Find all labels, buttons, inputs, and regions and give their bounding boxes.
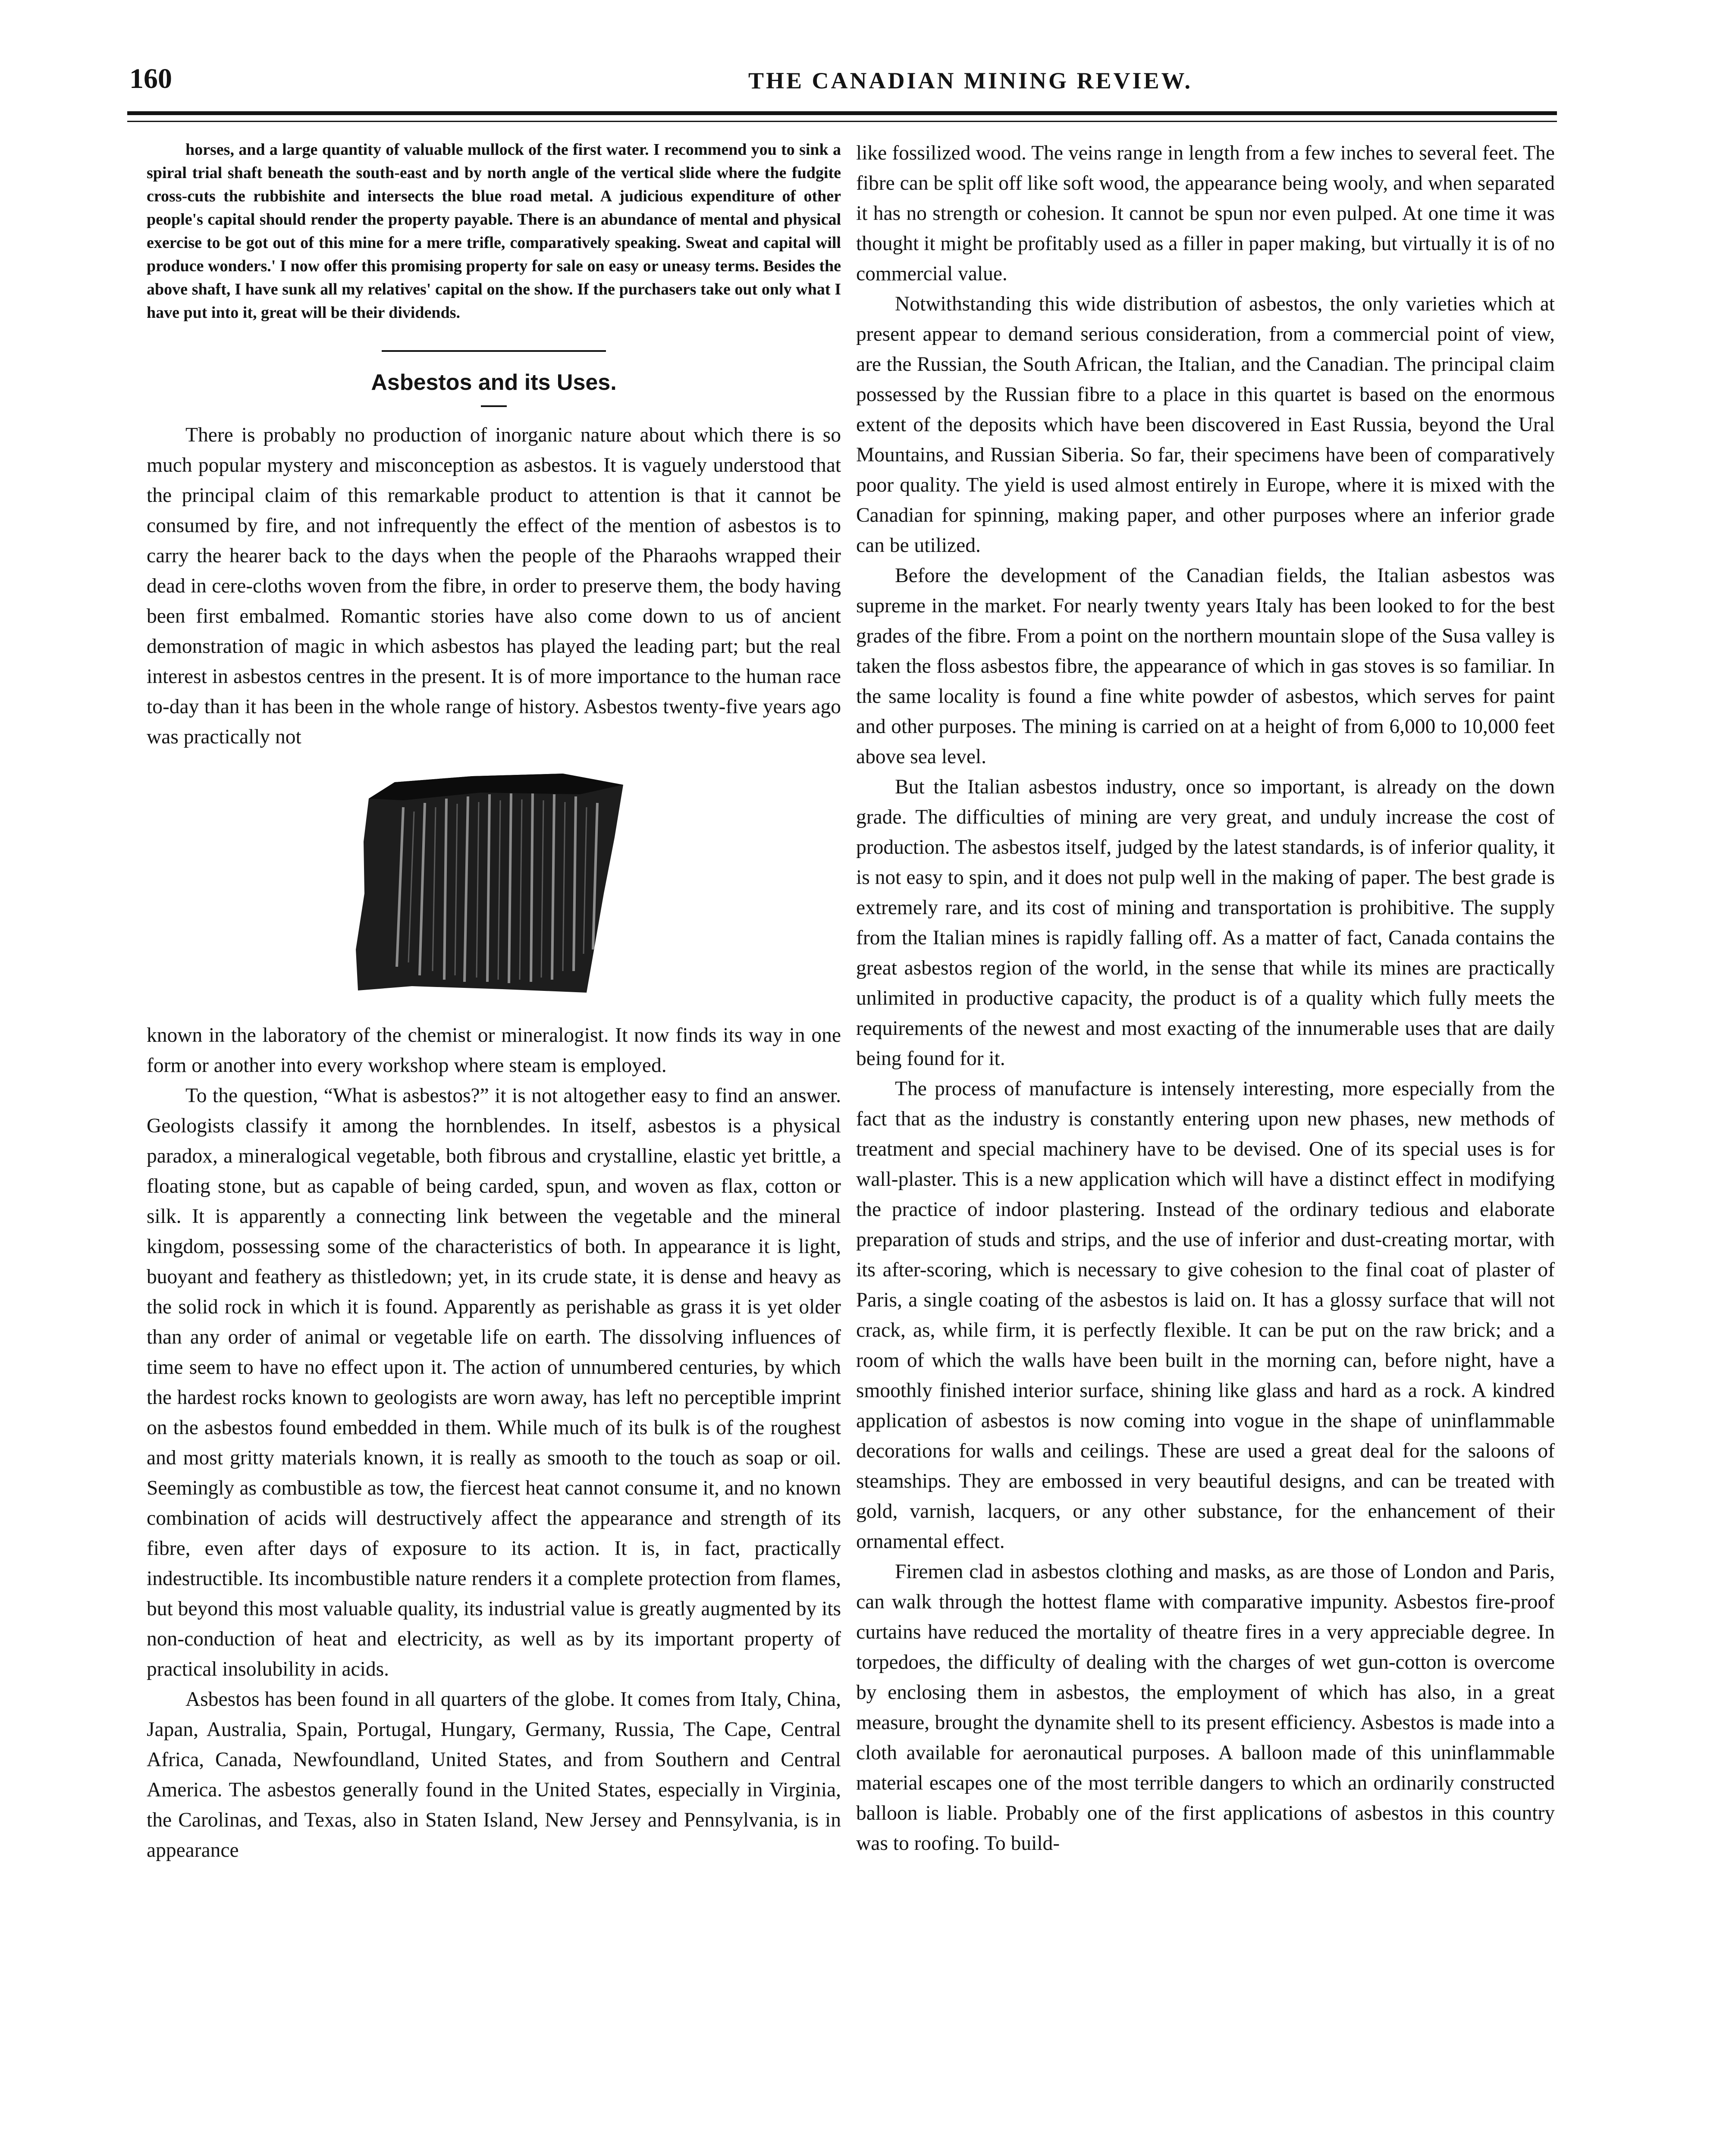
paragraph: The process of manufacture is intensely interesting, more especially from the fact that as the industry is constantly entering upon new phases, new methods of treatment and special machinery have to be devised. One of its special uses is for wall-plaster. This is a new application which will have a distinct effect in modifying the practice of indoor plastering. Instead of the ordinary tedious and elaborate preparation of studs and strips, and the use of inferior and dust-creating mortar, with its after-scoring, which is necessary to give cohesion to the final coat of plaster of Paris, a single coating of the asbestos is laid on. It has a glossy surface that will not crack, as, while firm, it is perfectly flexible. It can be put on the raw brick; and a room of which the walls have been built in the morning can, before night, have a smoothly finished interior surface, shining like glass and hard as a rock. A kindred application of asbestos is now coming into vogue in the shape of uninflammable decorations for walls and ceilings. These are used a great deal for the saloons of steamships. They are embossed in very beautiful designs, and can be treated with gold, varnish, lacquers, or any other substance, for the enhancement of their ornamental effect.	[856, 1078, 1555, 1553]
paragraph: To the question, “What is asbestos?” it is not altogether easy to find an answer. Geologists classify it among the hornblendes. In itself, asbestos is a physical paradox, a mineralogical vegetable, both fibrous and crystalline, elastic yet brittle, a floating stone, but as capable of being carded, spun, and woven as flax, cotton or silk. It is apparently a connecting link between the vegetable and the mineral kingdom, possessing some of the characteristics of both. In appearance it is light, buoyant and feathery as thistledown; yet, in its crude state, it is dense and heavy as the solid rock in which it is found. Apparently as perishable as grass it is yet older than any order of animal or vegetable life on earth. The dissolving influences of time seem to have no effect upon it. The action of unnumbered centuries, by which the hardest rocks known to geologists are worn away, has left no perceptible imprint on the asbestos found embedded in them. While much of its bulk is of the roughest and most gritty materials known, it is really as smooth to the touch as soap or oil. Seemingly as combustible as tow, the fiercest heat cannot consume it, and no known combination of acids will destructively affect the appearance and strength of its fibre, even after days of exposure to its action. It is, in fact, practically indestructible. Its incombustible nature renders it a complete protection from flames, but beyond this most valuable quality, its industrial value is greatly augmented by its non-conduction of heat and electricity, as well as by its important property of practical insolubility in acids.	[147, 1084, 841, 1680]
page-number: 160	[129, 63, 172, 94]
header-rule-thick	[127, 111, 1557, 115]
paragraph: Asbestos has been found in all quarters of the globe. It comes from Italy, China, Japan, Australia, Spain, Portugal, Hungary, Germany, Russia, The Cape, Central Africa, Canada, Newfoundland, United States, and from Southern and Central America. The asbestos generally found in the United States, especially in Virginia, the Carolinas, and Texas, also in Staten Island, New Jersey and Pennsylvania, is in appearance	[147, 1688, 841, 1861]
paragraph: There is probably no production of inorganic nature about which there is so much popular mystery and misconception as asbestos. It is vaguely understood that the principal claim of this remarkable product to attention is that it cannot be consumed by fire, and not infrequently the effect of the mention of asbestos is to carry the hearer back to the days when the people of the Pharaohs wrapped their dead in cere-cloths woven from the fibre, in order to preserve them, the body having been first embalmed. Romantic stories have also come down to us of ancient demonstration of magic in which asbestos has played the leading part; but the real interest in asbestos centres in the present. It is of more importance to the human race to-day than it has been in the whole range of history. Asbestos twenty-five years ago was practically not	[147, 424, 841, 748]
section-divider	[382, 350, 606, 352]
continuation-text: horses, and a large quantity of valuable mullock of the first water. I recommend you to sink a spiral trial shaft beneath the south-east and by north angle of the vertical slide where the fudgite cross-cuts the rubbishite and intersects the blue road metal. A judicious expenditure of other people's capital should render the property payable. There is an abundance of mental and physical exercise to be got out of this mine for a mere trifle, comparatively speaking. Sweat and capital will produce wonders.' I now offer this promising property for sale on easy or uneasy terms. Besides the above shaft, I have sunk all my relatives' capital on the show. If the purchasers take out only what I have put into it, great will be their dividends.	[147, 141, 841, 322]
header-rule-thin	[127, 121, 1557, 122]
paragraph: known in the laboratory of the chemist or mineralogist. It now finds its way in one form or another into every workshop where steam is employed.	[147, 1024, 841, 1077]
paragraph: Before the development of the Canadian fields, the Italian asbestos was supreme in the market. For nearly twenty years Italy has been looked to for the best grades of the fibre. From a point on the northern mountain slope of the Susa valley is taken the floss asbestos fibre, the appearance of which in gas stoves is so familiar. In the same locality is found a fine white powder of asbestos, which serves for paint and other purposes. The mining is carried on at a height of from 6,000 to 10,000 feet above sea level.	[856, 564, 1555, 768]
article-heading: Asbestos and its Uses.	[371, 370, 617, 395]
right-column	[856, 138, 1555, 1858]
heading-dash	[481, 405, 507, 407]
asbestos-specimen-illustration	[339, 764, 649, 1006]
running-title: THE CANADIAN MINING REVIEW.	[748, 68, 1193, 94]
left-column	[147, 138, 841, 1865]
paragraph: like fossilized wood. The veins range in length from a few inches to several feet. The fibre can be split off like soft wood, the appearance being wooly, and when separated it has no strength or cohesion. It cannot be spun nor even pulped. At one time it was thought it might be profitably used as a filler in paper making, but virtually it is of no commercial value.	[856, 142, 1555, 285]
paragraph: Firemen clad in asbestos clothing and masks, as are those of London and Paris, can walk through the hottest flame with comparative impunity. Asbestos fire-proof curtains have reduced the mortality of theatre fires in a very appreciable degree. In torpedoes, the difficulty of dealing with the charges of wet gun-cotton is overcome by enclosing them in asbestos, the employment of which has also, in a great measure, brought the dynamite shell to its present efficiency. Asbestos is made into a cloth available for aeronautical purposes. A balloon made of this uninflammable material escapes one of the most terrible dangers to which an ordinarily constructed balloon is liable. Probably one of the first applications of asbestos in this country was to roofing. To build-	[856, 1561, 1555, 1855]
paragraph: Notwithstanding this wide distribution of asbestos, the only varieties which at present appear to demand serious consideration, from a commercial point of view, are the Russian, the South African, the Italian, and the Canadian. The principal claim possessed by the Russian fibre to a place in this quartet is based on the enormous extent of the deposits which have been discovered in East Russia, beyond the Ural Mountains, and Russian Siberia. So far, their specimens have been of comparatively poor quality. The yield is used almost entirely in Europe, where it is mixed with the Canadian for spinning, making paper, and other purposes where an inferior grade can be utilized.	[856, 293, 1555, 557]
paragraph: But the Italian asbestos industry, once so important, is already on the down grade. The difficulties of mining are very great, and unduly increase the cost of production. The asbestos itself, judged by the latest standards, is of inferior quality, it is not easy to spin, and it does not pulp well in the making of paper. The best grade is extremely rare, and its cost of mining and transportation is prohibitive. The supply from the Italian mines is rapidly falling off. As a matter of fact, Canada contains the great asbestos region of the world, in the sense that while its mines are practically unlimited in productive capacity, the product is of a quality which fully meets the requirements of the newest and most exacting of the innumerable uses that are daily being found for it.	[856, 776, 1555, 1070]
